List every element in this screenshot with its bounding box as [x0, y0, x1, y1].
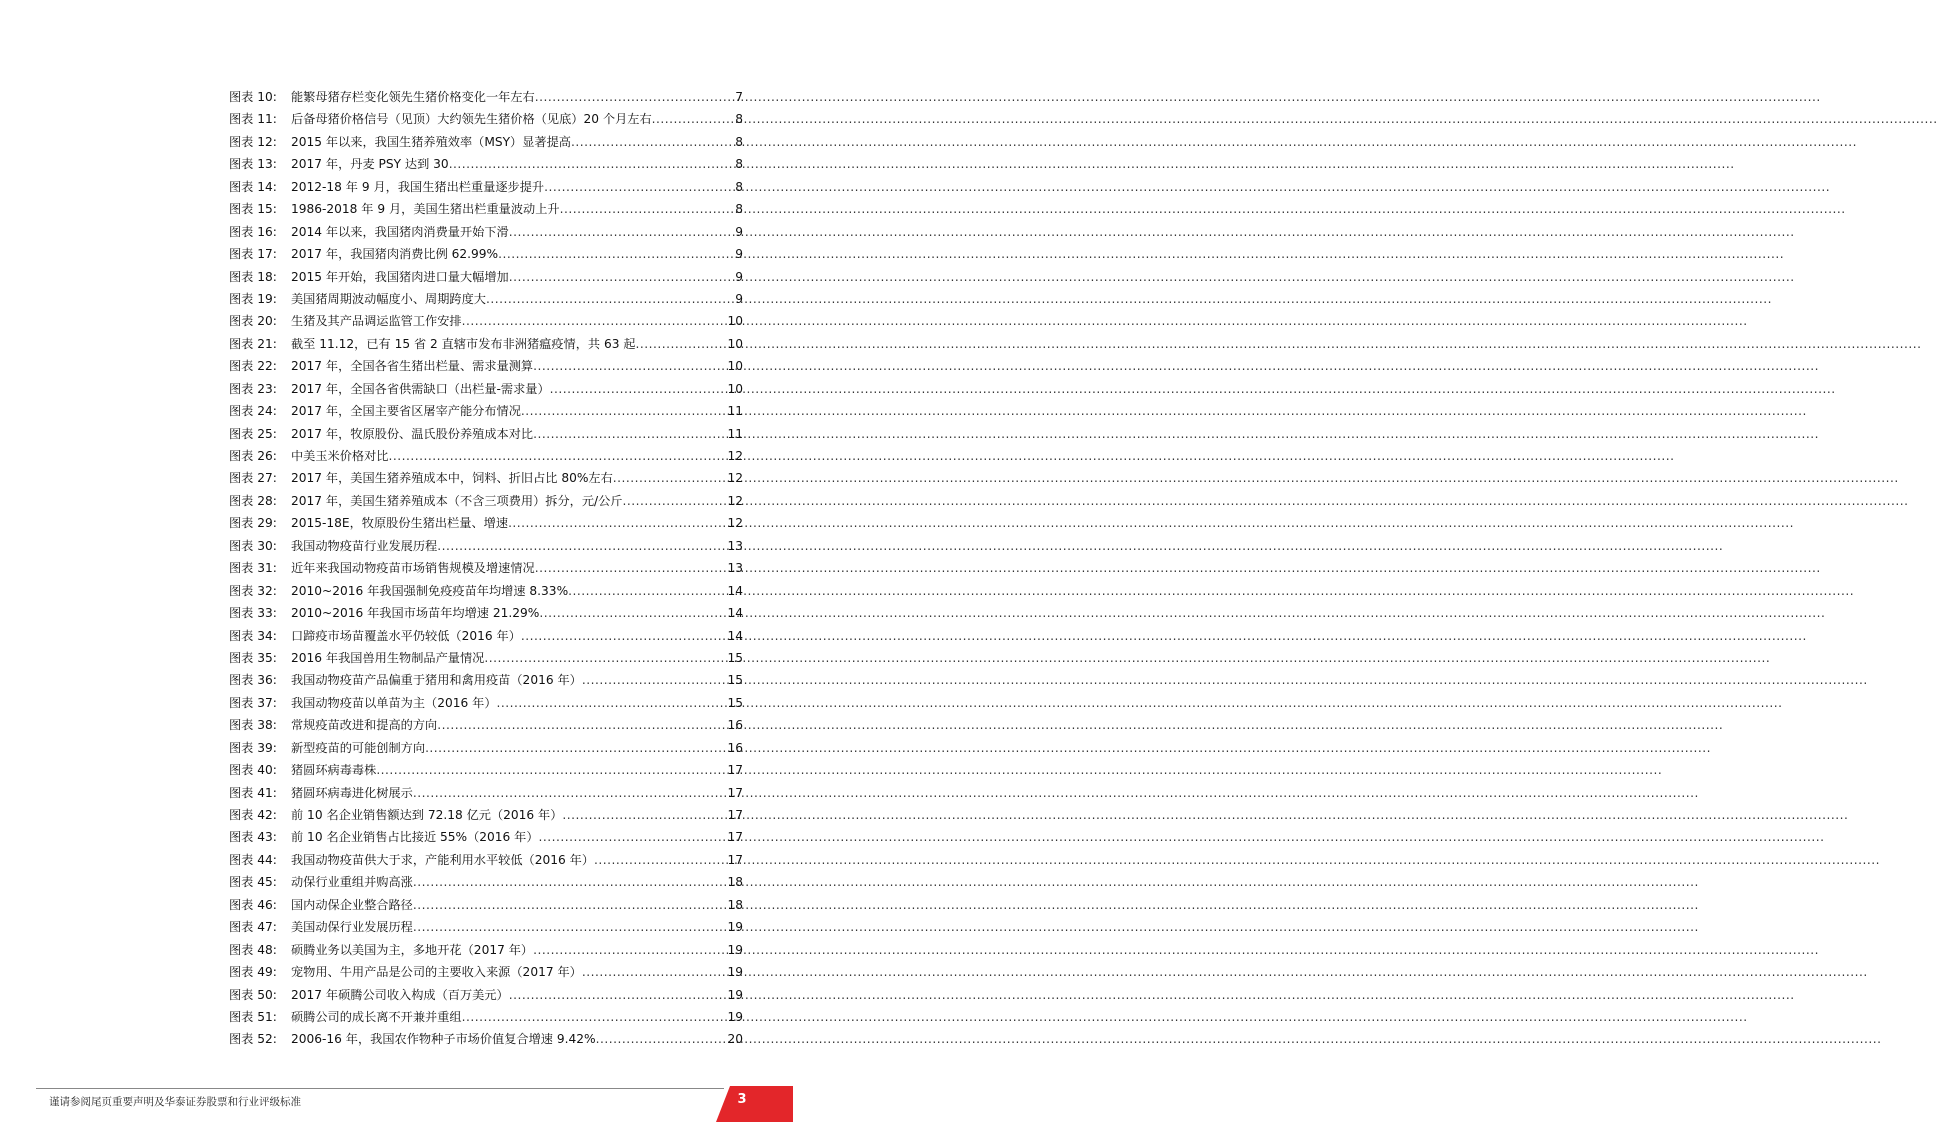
- toc-entry-title: 2010~2016 年我国市场苗年均增速 21.29%: [291, 606, 540, 621]
- toc-entry-label: 图表 15:: [229, 202, 277, 217]
- toc-entry-title: 2017 年，全国各省生猪出栏量、需求量测算: [291, 359, 534, 374]
- toc-entry[interactable]: [229, 535, 743, 557]
- toc-entry-label: 图表 33:: [229, 606, 277, 621]
- footer-disclaimer: 谨请参阅尾页重要声明及华泰证券股票和行业评级标准: [49, 1096, 301, 1108]
- toc-dot-leader: [533, 423, 727, 445]
- toc-entry-label: 图表 17:: [229, 247, 277, 262]
- toc-entry-page: 12: [727, 516, 743, 531]
- toc-entry-label: 图表 40:: [229, 763, 277, 778]
- toc-entry[interactable]: [229, 602, 743, 624]
- toc-entry-page: 17: [727, 808, 743, 822]
- toc-dot-leader: [462, 310, 728, 332]
- toc-dot-leader: [636, 333, 728, 355]
- toc-entry-label: 图表 42:: [229, 808, 277, 822]
- toc-entry-page: 9: [735, 224, 743, 239]
- toc-entry-label: 图表 25:: [229, 426, 277, 441]
- toc-entry-page: 13: [727, 561, 743, 576]
- toc-dot-leader: [413, 916, 728, 938]
- toc-entry[interactable]: [229, 490, 743, 512]
- toc-dot-leader: [437, 535, 727, 557]
- toc-entry-page: 16: [727, 740, 743, 755]
- toc-entry-page: 12: [727, 471, 743, 486]
- toc-entry[interactable]: [229, 625, 743, 647]
- toc-entry-label: 图表 38:: [229, 718, 277, 733]
- toc-entry[interactable]: [229, 445, 743, 467]
- toc-entry-page: 9: [735, 269, 743, 284]
- toc-entry-page: 8: [735, 157, 743, 172]
- toc-entry[interactable]: [229, 86, 743, 108]
- toc-entry-label: 图表 46:: [229, 897, 277, 912]
- toc-dot-leader: [521, 625, 728, 647]
- toc-entry-title: 后备母猪价格信号（见顶）大约领先生猪价格（见底）20 个月左右: [291, 112, 652, 127]
- toc-entry[interactable]: [229, 288, 743, 310]
- toc-entry-label: 图表 20:: [229, 314, 277, 329]
- toc-entry[interactable]: [229, 198, 743, 220]
- toc-entry-title: 1986-2018 年 9 月，美国生猪出栏重量波动上升: [291, 202, 560, 217]
- toc-dot-leader: [539, 602, 727, 624]
- footer-divider: [36, 1088, 724, 1089]
- toc-entry-title: 2017 年，全国主要省区屠宰产能分布情况: [291, 404, 521, 419]
- toc-entry-title: 2015 年以来，我国生猪养殖效率（MSY）显著提高: [291, 134, 571, 149]
- toc-entry-page: 19: [727, 1009, 743, 1024]
- toc-dot-leader: [376, 759, 727, 781]
- toc-entry[interactable]: [229, 871, 743, 893]
- toc-entry-page: 17: [727, 763, 743, 778]
- toc-entry-title: 国内动保企业整合路径: [291, 897, 413, 912]
- toc-entry-title: 中美玉米价格对比: [291, 449, 389, 463]
- toc-entry-label: 图表 31:: [229, 561, 277, 576]
- toc-dot-leader: [568, 580, 727, 602]
- toc-dot-leader: [571, 131, 735, 153]
- toc-entry-label: 图表 32:: [229, 583, 277, 598]
- toc-dot-leader: [533, 355, 727, 377]
- toc-entry-page: 8: [735, 202, 743, 217]
- toc-entry-label: 图表 23:: [229, 381, 277, 396]
- toc-dot-leader: [544, 176, 735, 198]
- toc-entry-title: 2017 年，丹麦 PSY 达到 30: [291, 157, 449, 172]
- toc-entry-title: 宠物用、牛用产品是公司的主要收入来源（2017 年）: [291, 965, 582, 980]
- toc-entry[interactable]: [229, 243, 743, 265]
- toc-entry-label: 图表 10:: [229, 90, 277, 104]
- toc-entry[interactable]: [229, 512, 743, 534]
- toc-entry-label: 图表 51:: [229, 1009, 277, 1024]
- toc-entry-page: 10: [727, 336, 743, 351]
- toc-entry-page: 14: [727, 606, 743, 621]
- toc-entry[interactable]: [229, 894, 743, 916]
- toc-entry[interactable]: [229, 467, 743, 489]
- toc-dot-leader: [425, 737, 727, 759]
- toc-entry-label: 图表 48:: [229, 942, 277, 957]
- toc-entry-page: 12: [727, 493, 743, 508]
- toc-entry-label: 图表 16:: [229, 224, 277, 239]
- toc-entry-title: 常规疫苗改进和提高的方向: [291, 718, 438, 733]
- toc-entry-page: 8: [735, 179, 743, 194]
- toc-entry[interactable]: [229, 580, 743, 602]
- toc-entry-title: 前 10 名企业销售额达到 72.18 亿元（2016 年）: [291, 808, 563, 822]
- toc-entry-title: 硕腾公司的成长离不开兼并重组: [291, 1009, 462, 1024]
- toc-entry-label: 图表 44:: [229, 852, 277, 867]
- toc-dot-leader: [484, 647, 727, 669]
- toc-dot-leader: [413, 782, 728, 804]
- toc-entry-page: 10: [727, 359, 743, 374]
- toc-entry-title: 新型疫苗的可能创制方向: [291, 740, 426, 755]
- toc-entry-label: 图表 37:: [229, 695, 277, 710]
- toc-entry-title: 2015-18E，牧原股份生猪出栏量、增速: [291, 516, 509, 531]
- toc-entry[interactable]: [229, 310, 743, 332]
- toc-entry-label: 图表 11:: [229, 112, 277, 127]
- toc-dot-leader: [508, 512, 727, 534]
- toc-entry-label: 图表 35:: [229, 650, 277, 665]
- toc-entry[interactable]: [229, 400, 743, 422]
- toc-entry-label: 图表 27:: [229, 471, 277, 486]
- toc-entry[interactable]: [229, 939, 743, 961]
- toc-entry-page: 10: [727, 381, 743, 396]
- toc-dot-leader: [560, 198, 736, 220]
- toc-dot-leader: [535, 86, 735, 108]
- toc-entry[interactable]: [229, 108, 743, 130]
- toc-entry[interactable]: [229, 333, 743, 355]
- toc-entry-page: 16: [727, 718, 743, 733]
- toc-entry-title: 我国动物疫苗产品偏重于猪用和禽用疫苗（2016 年）: [291, 673, 582, 688]
- toc-entry[interactable]: [229, 804, 743, 826]
- toc-dot-leader: [509, 266, 736, 288]
- toc-entry-label: 图表 49:: [229, 965, 277, 980]
- toc-entry[interactable]: [229, 266, 743, 288]
- toc-dot-leader: [413, 894, 728, 916]
- toc-dot-leader: [449, 153, 736, 175]
- toc-entry-page: 20: [727, 1032, 743, 1047]
- toc-entry-page: 18: [727, 897, 743, 912]
- toc-entry-label: 图表 52:: [229, 1032, 277, 1047]
- toc-entry-label: 图表 28:: [229, 493, 277, 508]
- toc-entry-page: 15: [727, 673, 743, 688]
- toc-dot-leader: [533, 939, 727, 961]
- toc-entry-page: 9: [735, 247, 743, 262]
- toc-entry-page: 14: [727, 628, 743, 643]
- toc-entry-title: 2014 年以来，我国猪肉消费量开始下滑: [291, 224, 509, 239]
- toc-entry-label: 图表 41:: [229, 785, 277, 800]
- toc-entry-label: 图表 47:: [229, 920, 277, 935]
- toc-entry-page: 12: [727, 449, 743, 463]
- toc-entry-label: 图表 39:: [229, 740, 277, 755]
- toc-dot-leader: [509, 984, 728, 1006]
- toc-entry-label: 图表 45:: [229, 875, 277, 890]
- toc-entry[interactable]: [229, 423, 743, 445]
- toc-entry-page: 19: [727, 920, 743, 935]
- toc-entry-title: 口蹄疫市场苗覆盖水平仍较低（2016 年）: [291, 628, 521, 643]
- toc-entry-title: 2012-18 年 9 月，我国生猪出栏重量逐步提升: [291, 179, 545, 194]
- toc-entry-title: 2017 年，牧原股份、温氏股份养殖成本对比: [291, 426, 534, 441]
- toc-dot-leader: [497, 692, 728, 714]
- toc-entry-title: 2017 年，美国生猪养殖成本中，饲料、折旧占比 80%左右: [291, 471, 613, 486]
- toc-dot-leader: [486, 288, 735, 310]
- toc-dot-leader: [594, 849, 727, 871]
- toc-entry-page: 11: [727, 404, 743, 419]
- toc-entry-label: 图表 18:: [229, 269, 277, 284]
- toc-dot-leader: [535, 557, 728, 579]
- toc-entry-label: 图表 29:: [229, 516, 277, 531]
- toc-entry-title: 我国动物疫苗供大于求，产能利用水平较低（2016 年）: [291, 852, 595, 867]
- toc-entry-page: 18: [727, 875, 743, 890]
- page-number: 3: [737, 1092, 747, 1107]
- table-of-figures: [229, 86, 743, 1051]
- toc-entry[interactable]: [229, 1006, 743, 1028]
- toc-dot-leader: [652, 108, 736, 130]
- toc-dot-leader: [582, 669, 728, 691]
- toc-entry[interactable]: [229, 153, 743, 175]
- toc-dot-leader: [437, 714, 727, 736]
- toc-entry-page: 17: [727, 830, 743, 845]
- toc-entry-title: 我国动物疫苗以单苗为主（2016 年）: [291, 695, 497, 710]
- toc-entry-label: 图表 24:: [229, 404, 277, 419]
- toc-entry-label: 图表 26:: [229, 449, 277, 463]
- toc-entry-title: 猪圆环病毒进化树展示: [291, 785, 413, 800]
- toc-entry[interactable]: [229, 737, 743, 759]
- toc-entry-label: 图表 14:: [229, 179, 277, 194]
- toc-entry[interactable]: [229, 131, 743, 153]
- toc-entry-page: 11: [727, 426, 743, 441]
- toc-entry-title: 2017 年，我国猪肉消费比例 62.99%: [291, 247, 499, 262]
- toc-entry-page: 8: [735, 134, 743, 149]
- toc-entry[interactable]: [229, 714, 743, 736]
- toc-entry-page: 8: [735, 112, 743, 127]
- toc-entry-title: 截至 11.12，已有 15 省 2 直辖市发布非洲猪瘟疫情，共 63 起: [291, 336, 636, 351]
- toc-entry-page: 7: [735, 90, 743, 104]
- toc-entry-page: 14: [727, 583, 743, 598]
- toc-entry-title: 前 10 名企业销售占比接近 55%（2016 年）: [291, 830, 539, 845]
- toc-entry[interactable]: [229, 916, 743, 938]
- toc-entry-title: 2017 年硕腾公司收入构成（百万美元）: [291, 987, 509, 1002]
- toc-entry-page: 9: [735, 291, 743, 306]
- toc-entry[interactable]: [229, 782, 743, 804]
- toc-entry-label: 图表 50:: [229, 987, 277, 1002]
- toc-entry-title: 猪圆环病毒毒株: [291, 763, 377, 778]
- toc-entry[interactable]: [229, 176, 743, 198]
- toc-dot-leader: [389, 445, 728, 467]
- toc-dot-leader: [623, 490, 728, 512]
- toc-entry[interactable]: [229, 669, 743, 691]
- toc-entry-title: 硕腾业务以美国为主，多地开花（2017 年）: [291, 942, 534, 957]
- toc-entry-title: 2015 年开始，我国猪肉进口量大幅增加: [291, 269, 509, 284]
- toc-entry-title: 我国动物疫苗行业发展历程: [291, 538, 438, 553]
- toc-entry-title: 2017 年，全国各省供需缺口（出栏量-需求量）: [291, 381, 550, 396]
- toc-dot-leader: [521, 400, 728, 422]
- toc-dot-leader: [550, 378, 728, 400]
- toc-entry-page: 19: [727, 965, 743, 980]
- toc-entry[interactable]: [229, 961, 743, 983]
- toc-entry-title: 生猪及其产品调运监管工作安排: [291, 314, 462, 329]
- toc-dot-leader: [413, 871, 728, 893]
- toc-entry-page: 10: [727, 314, 743, 329]
- toc-entry-title: 2017 年，美国生猪养殖成本（不含三项费用）拆分，元/公斤: [291, 493, 623, 508]
- toc-entry-label: 图表 13:: [229, 157, 277, 172]
- toc-dot-leader: [582, 961, 728, 983]
- toc-entry-title: 2016 年我国兽用生物制品产量情况: [291, 650, 485, 665]
- toc-entry[interactable]: [229, 826, 743, 848]
- toc-entry-label: 图表 34:: [229, 628, 277, 643]
- toc-entry[interactable]: [229, 557, 743, 579]
- toc-entry[interactable]: [229, 692, 743, 714]
- toc-entry[interactable]: [229, 221, 743, 243]
- toc-dot-leader: [562, 804, 727, 826]
- toc-entry[interactable]: [229, 378, 743, 400]
- toc-entry-label: 图表 19:: [229, 291, 277, 306]
- toc-entry-label: 图表 30:: [229, 538, 277, 553]
- toc-entry[interactable]: [229, 355, 743, 377]
- toc-entry-page: 19: [727, 942, 743, 957]
- toc-dot-leader: [539, 826, 728, 848]
- toc-entry-title: 近年来我国动物疫苗市场销售规模及增速情况: [291, 561, 535, 576]
- toc-entry-label: 图表 36:: [229, 673, 277, 688]
- toc-entry-page: 13: [727, 538, 743, 553]
- toc-entry-title: 2006-16 年，我国农作物种子市场价值复合增速 9.42%: [291, 1032, 596, 1047]
- toc-entry-page: 17: [727, 785, 743, 800]
- toc-entry-title: 2010~2016 年我国强制免疫疫苗年均增速 8.33%: [291, 583, 569, 598]
- toc-dot-leader: [613, 467, 728, 489]
- toc-entry[interactable]: [229, 759, 743, 781]
- toc-entry-label: 图表 12:: [229, 134, 277, 149]
- toc-entry-page: 15: [727, 650, 743, 665]
- toc-entry-title: 能繁母猪存栏变化领先生猪价格变化一年左右: [291, 90, 535, 104]
- toc-dot-leader: [498, 243, 735, 265]
- toc-entry[interactable]: [229, 647, 743, 669]
- toc-entry[interactable]: [229, 1028, 743, 1050]
- toc-entry[interactable]: [229, 984, 743, 1006]
- toc-entry-title: 动保行业重组并购高涨: [291, 875, 413, 890]
- toc-entry-title: 美国猪周期波动幅度小、周期跨度大: [291, 291, 486, 306]
- toc-entry[interactable]: [229, 849, 743, 871]
- toc-entry-label: 图表 43:: [229, 830, 277, 845]
- toc-entry-page: 19: [727, 987, 743, 1002]
- toc-dot-leader: [509, 221, 736, 243]
- toc-entry-label: 图表 22:: [229, 359, 277, 374]
- toc-dot-leader: [596, 1028, 728, 1050]
- toc-entry-page: 15: [727, 695, 743, 710]
- toc-dot-leader: [462, 1006, 728, 1028]
- toc-entry-label: 图表 21:: [229, 336, 277, 351]
- toc-entry-title: 美国动保行业发展历程: [291, 920, 413, 935]
- toc-entry-page: 17: [727, 852, 743, 867]
